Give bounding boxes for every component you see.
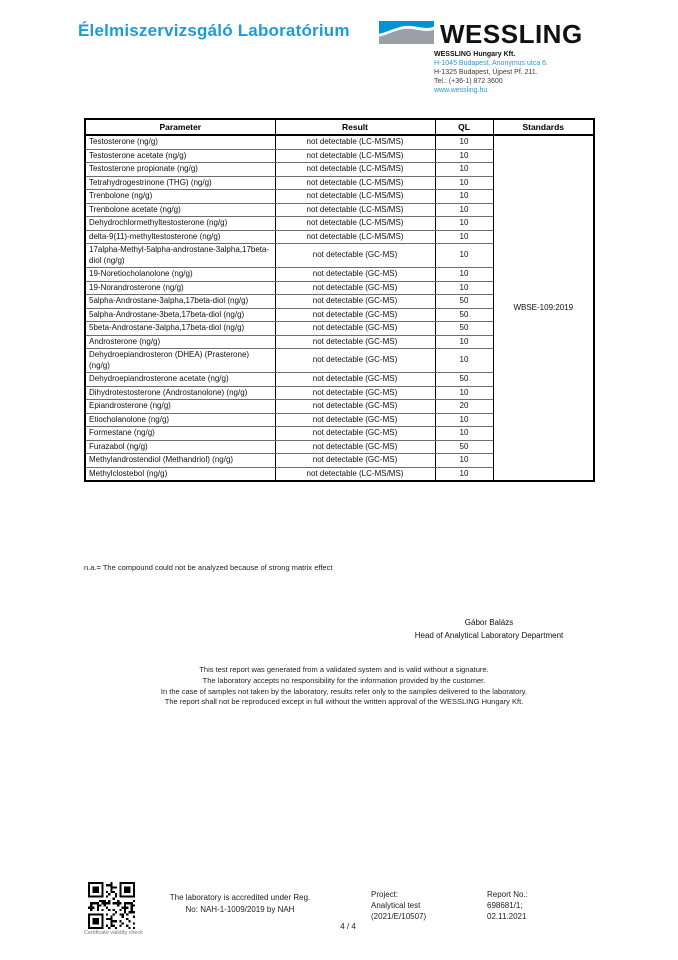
ql-cell: 10 [435,467,493,481]
ql-cell: 10 [435,176,493,190]
wave-icon [379,21,434,44]
project-name: Analytical test [371,901,421,910]
results-table-body [85,135,594,481]
disclaimer-line: In the case of samples not taken by the laboratory, results refer only to the samples delivered to the laboratory. [160,686,528,696]
report-date: 02.11.2021 [487,912,527,921]
company-phone: Tel.: (+36-1) 872 3600 [434,78,503,85]
parameter-cell: Etiocholanolone (ng/g) [85,413,275,427]
lab-department-title: Élelmiszervizsgáló Laboratórium [78,21,350,40]
wessling-logo-icon [379,21,434,44]
ql-cell: 50 [435,373,493,387]
parameter-cell: Formestane (ng/g) [85,427,275,441]
ql-cell: 10 [435,135,493,149]
column-header-parameter: Parameter [85,119,275,135]
result-cell: not detectable (GC-MS) [275,400,435,414]
table-row [85,135,594,149]
signatory-title: Head of Analytical Laboratory Department [414,631,564,640]
parameter-cell: Androsterone (ng/g) [85,335,275,349]
result-cell: not detectable (LC-MS/MS) [275,217,435,231]
ql-cell: 10 [435,454,493,468]
result-cell: not detectable (GC-MS) [275,349,435,373]
result-cell: not detectable (LC-MS/MS) [275,190,435,204]
brand-wordmark: WESSLING [440,19,583,49]
column-header-ql: QL [435,119,493,135]
parameter-cell: 17alpha-Methyl-5alpha-androstane-3alpha,17beta-diol (ng/g) [85,244,275,268]
ql-cell: 10 [435,217,493,231]
project-label: Project: [371,890,399,899]
report-block [487,889,528,922]
column-header-standards: Standards [493,119,594,135]
company-address1: H-1045 Budapest, Anonymus utca 6. [434,60,549,67]
report-label: Report No.: [487,890,528,899]
ql-cell: 10 [435,149,493,163]
parameter-cell: Tetrahydrogestrinone (THG) (ng/g) [85,176,275,190]
ql-cell: 10 [435,163,493,177]
parameter-cell: Dehydrochlormethyltestosterone (ng/g) [85,217,275,231]
ql-cell: 10 [435,335,493,349]
standards-cell: WBSE-109:2019 [493,135,594,481]
company-website: www.wessling.hu [434,87,488,94]
ql-cell: 50 [435,440,493,454]
results-table [84,118,595,482]
company-address2: H-1325 Budapest, Újpest Pf. 211. [434,69,538,76]
result-cell: not detectable (GC-MS) [275,295,435,309]
ql-cell: 10 [435,230,493,244]
parameter-cell: 19-Norandrosterone (ng/g) [85,281,275,295]
result-cell: not detectable (GC-MS) [275,281,435,295]
result-cell: not detectable (GC-MS) [275,454,435,468]
ql-cell: 10 [435,386,493,400]
results-table-head [85,119,594,135]
result-cell: not detectable (LC-MS/MS) [275,230,435,244]
company-name: WESSLING Hungary Kft. [434,51,516,58]
signature-block [328,616,650,642]
column-header-result: Result [275,119,435,135]
ql-cell: 10 [435,268,493,282]
disclaimer-line: The report shall not be reproduced except in full without the written approval of the WESSLING Hungary Kft. [164,697,524,707]
project-block [371,889,426,922]
result-cell: not detectable (LC-MS/MS) [275,135,435,149]
accreditation-line: No: NAH-1-1009/2019 by NAH [185,904,295,914]
parameter-cell: Dehydroepiandrosterone acetate (ng/g) [85,373,275,387]
result-cell: not detectable (GC-MS) [275,308,435,322]
parameter-cell: 5alpha-Androstane-3alpha,17beta-diol (ng/g) [85,295,275,309]
parameter-cell: Trenbolone acetate (ng/g) [85,203,275,217]
parameter-cell: Dihydrotestosterone (Androstanolone) (ng/g) [85,386,275,400]
ql-cell: 10 [435,203,493,217]
result-cell: not detectable (LC-MS/MS) [275,149,435,163]
header-row [85,119,594,135]
parameter-cell: Dehydroepiandrosteron (DHEA) (Prasterone) (ng/g) [85,349,275,373]
result-cell: not detectable (GC-MS) [275,440,435,454]
disclaimer-line: This test report was generated from a validated system and is valid without a signature. [199,665,489,674]
result-cell: not detectable (GC-MS) [275,413,435,427]
qr-code-label: Certificate validity check [84,930,143,936]
accreditation-line: The laboratory is accredited under Reg. [169,893,311,902]
ql-cell: 10 [435,244,493,268]
disclaimer-block [84,665,604,708]
disclaimer-line: The laboratory accepts no responsibility for the information provided by the customer. [202,675,486,685]
ql-cell: 10 [435,281,493,295]
ql-cell: 10 [435,413,493,427]
result-cell: not detectable (GC-MS) [275,335,435,349]
accreditation-text [118,892,362,915]
result-cell: not detectable (GC-MS) [275,268,435,282]
result-cell: not detectable (GC-MS) [275,244,435,268]
parameter-cell: Methylandrostendiol (Methandriol) (ng/g) [85,454,275,468]
result-cell: not detectable (LC-MS/MS) [275,467,435,481]
parameter-cell: Testosterone acetate (ng/g) [85,149,275,163]
ql-cell: 50 [435,308,493,322]
parameter-cell: delta-9(11)-methyltestosterone (ng/g) [85,230,275,244]
parameter-cell: Trenbolone (ng/g) [85,190,275,204]
parameter-cell: 5alpha-Androstane-3beta,17beta-diol (ng/g) [85,308,275,322]
parameter-cell: Furazabol (ng/g) [85,440,275,454]
project-id: (2021/E/10507) [371,912,427,921]
parameter-cell: Testosterone (ng/g) [85,135,275,149]
result-cell: not detectable (LC-MS/MS) [275,163,435,177]
company-info-block [434,50,548,95]
result-cell: not detectable (GC-MS) [275,386,435,400]
ql-cell: 10 [435,190,493,204]
ql-cell: 50 [435,295,493,309]
parameter-cell: Testosterone propionate (ng/g) [85,163,275,177]
result-cell: not detectable (LC-MS/MS) [275,176,435,190]
result-cell: not detectable (LC-MS/MS) [275,203,435,217]
report-number: 698681/1; [487,901,523,910]
parameter-cell: Methylclostebol (ng/g) [85,467,275,481]
parameter-cell: 19-Noretiocholanolone (ng/g) [85,268,275,282]
page-number: 4 / 4 [340,922,356,931]
matrix-effect-note: n.a.= The compound could not be analyzed because of strong matrix effect [84,563,333,572]
parameter-cell: 5beta-Androstane-3alpha,17beta-diol (ng/g) [85,322,275,336]
ql-cell: 50 [435,322,493,336]
ql-cell: 10 [435,427,493,441]
parameter-cell: Epiandrosterone (ng/g) [85,400,275,414]
result-cell: not detectable (GC-MS) [275,322,435,336]
ql-cell: 20 [435,400,493,414]
signatory-name: Gábor Balázs [464,618,514,627]
result-cell: not detectable (GC-MS) [275,373,435,387]
result-cell: not detectable (GC-MS) [275,427,435,441]
ql-cell: 10 [435,349,493,373]
